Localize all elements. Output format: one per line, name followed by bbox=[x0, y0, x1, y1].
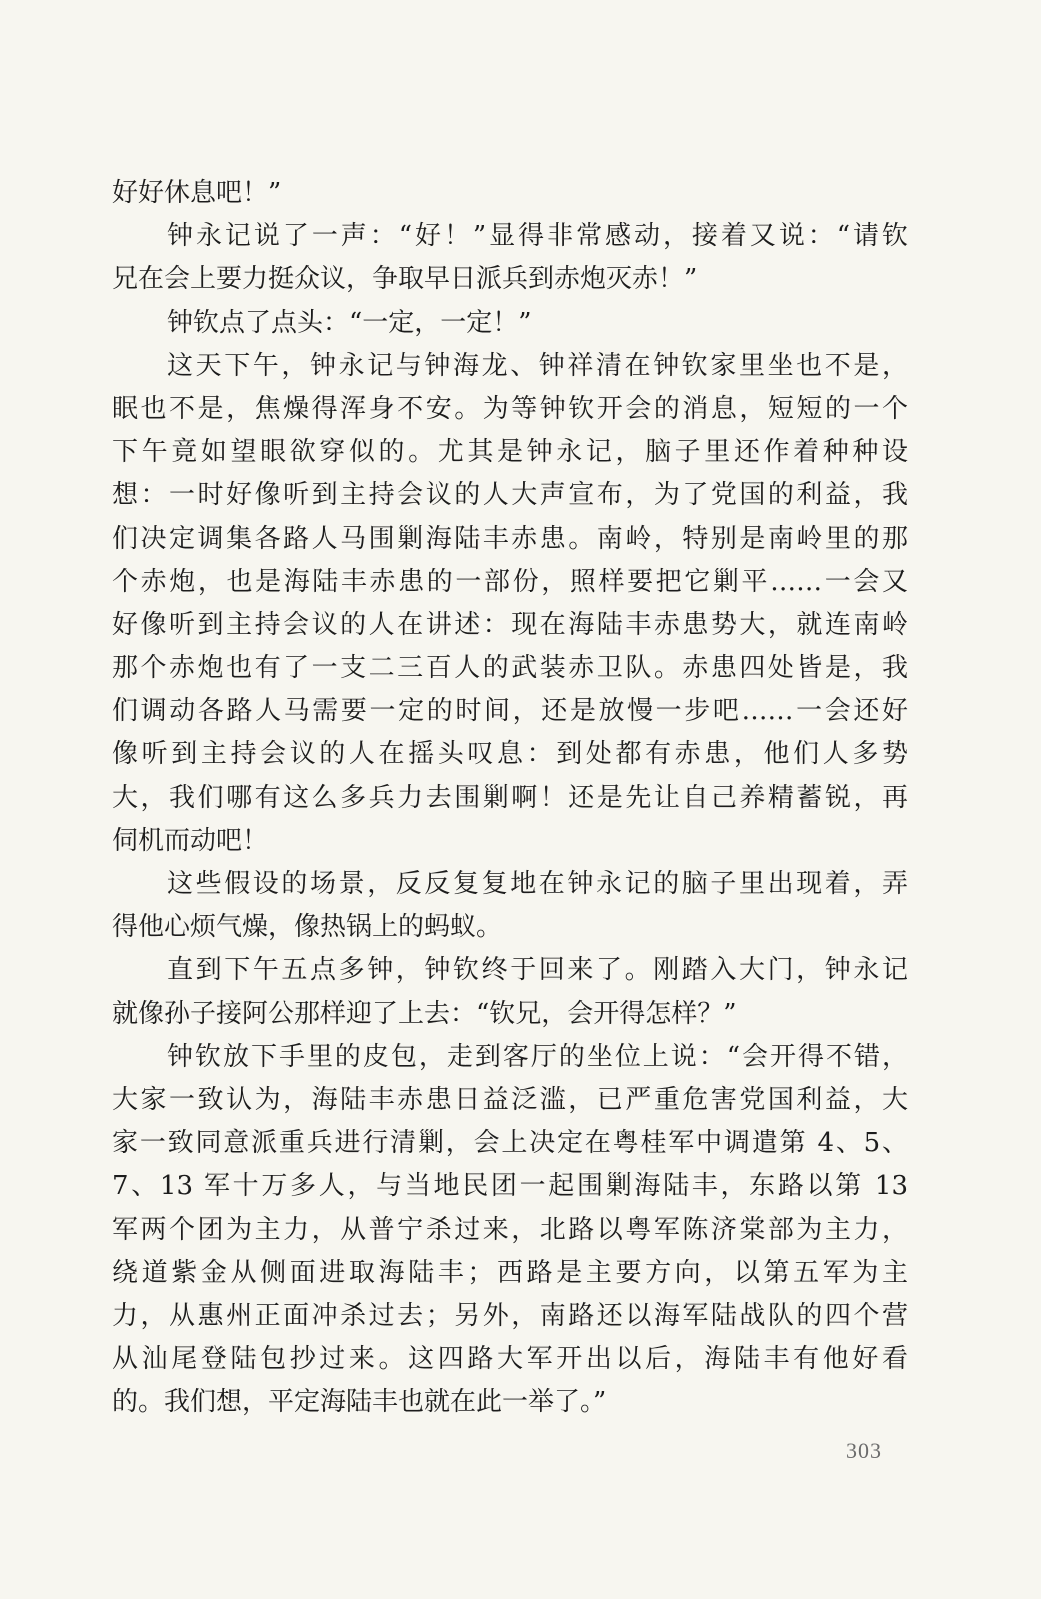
text-line: 下午竟如望眼欲穿似的。尤其是钟永记，脑子里还作着种种设 bbox=[112, 437, 908, 468]
text-line: 个赤炮，也是海陆丰赤患的一部份，照样要把它剿平……一会又 bbox=[112, 566, 908, 597]
text-line: 想：一时好像听到主持会议的人大声宣布，为了党国的利益，我 bbox=[112, 480, 908, 511]
page-number: 303 bbox=[846, 1438, 882, 1463]
text-line: 钟永记说了一声：“好！”显得非常感动，接着又说：“请钦 bbox=[167, 221, 908, 252]
text-line: 兄在会上要力挺众议，争取早日派兵到赤炮灭赤！” bbox=[112, 264, 698, 295]
text-line: 力，从惠州正面冲杀过去；另外，南路还以海军陆战队的四个营 bbox=[112, 1300, 908, 1331]
text-line: 像听到主持会议的人在摇头叹息：到处都有赤患，他们人多势 bbox=[112, 739, 908, 770]
text-line: 这天下午，钟永记与钟海龙、钟祥清在钟钦家里坐也不是， bbox=[167, 350, 908, 381]
text-line: 直到下午五点多钟，钟钦终于回来了。刚踏入大门，钟永记 bbox=[167, 955, 908, 986]
text-line: 大，我们哪有这么多兵力去围剿啊！还是先让自己养精蓄锐，再 bbox=[112, 782, 908, 813]
text-line: 就像孙子接阿公那样迎了上去：“钦兄，会开得怎样？” bbox=[112, 998, 737, 1029]
text-line: 大家一致认为，海陆丰赤患日益泛滥，已严重危害党国利益，大 bbox=[112, 1084, 908, 1115]
text-line: 眠也不是，焦燥得浑身不安。为等钟钦开会的消息，短短的一个 bbox=[112, 393, 908, 424]
text-line: 军两个团为主力，从普宁杀过来，北路以粤军陈济棠部为主力， bbox=[112, 1214, 908, 1245]
text-line: 得他心烦气燥，像热锅上的蚂蚁。 bbox=[112, 912, 503, 943]
text-line: 从汕尾登陆包抄过来。这四路大军开出以后，海陆丰有他好看 bbox=[112, 1344, 908, 1375]
text-line: 7、13 军十万多人，与当地民团一起围剿海陆丰，东路以第 13 bbox=[112, 1171, 908, 1202]
text-line: 钟钦放下手里的皮包，走到客厅的坐位上说：“会开得不错， bbox=[167, 1041, 908, 1072]
text-line: 那个赤炮也有了一支二三百人的武装赤卫队。赤患四处皆是，我 bbox=[112, 653, 908, 684]
text-line: 家一致同意派重兵进行清剿，会上决定在粤桂军中调遣第 4、5、 bbox=[112, 1128, 908, 1159]
text-line: 的。我们想，平定海陆丰也就在此一举了。” bbox=[112, 1387, 607, 1418]
text-line: 钟钦点了点头：“一定，一定！” bbox=[167, 307, 532, 338]
text-line: 这些假设的场景，反反复复地在钟永记的脑子里出现着，弄 bbox=[167, 869, 908, 899]
text-line: 们决定调集各路人马围剿海陆丰赤患。南岭，特别是南岭里的那 bbox=[112, 523, 908, 554]
text-line: 绕道紫金从侧面进取海陆丰；西路是主要方向，以第五军为主 bbox=[112, 1257, 908, 1288]
body-text bbox=[112, 172, 908, 1424]
text-line: 好像听到主持会议的人在讲述：现在海陆丰赤患势大，就连南岭 bbox=[112, 609, 908, 640]
text-line: 好好休息吧！” bbox=[112, 178, 282, 208]
text-line: 们调动各路人马需要一定的时间，还是放慢一步吧……一会还好 bbox=[112, 696, 908, 727]
text-line: 伺机而动吧！ bbox=[112, 825, 269, 856]
